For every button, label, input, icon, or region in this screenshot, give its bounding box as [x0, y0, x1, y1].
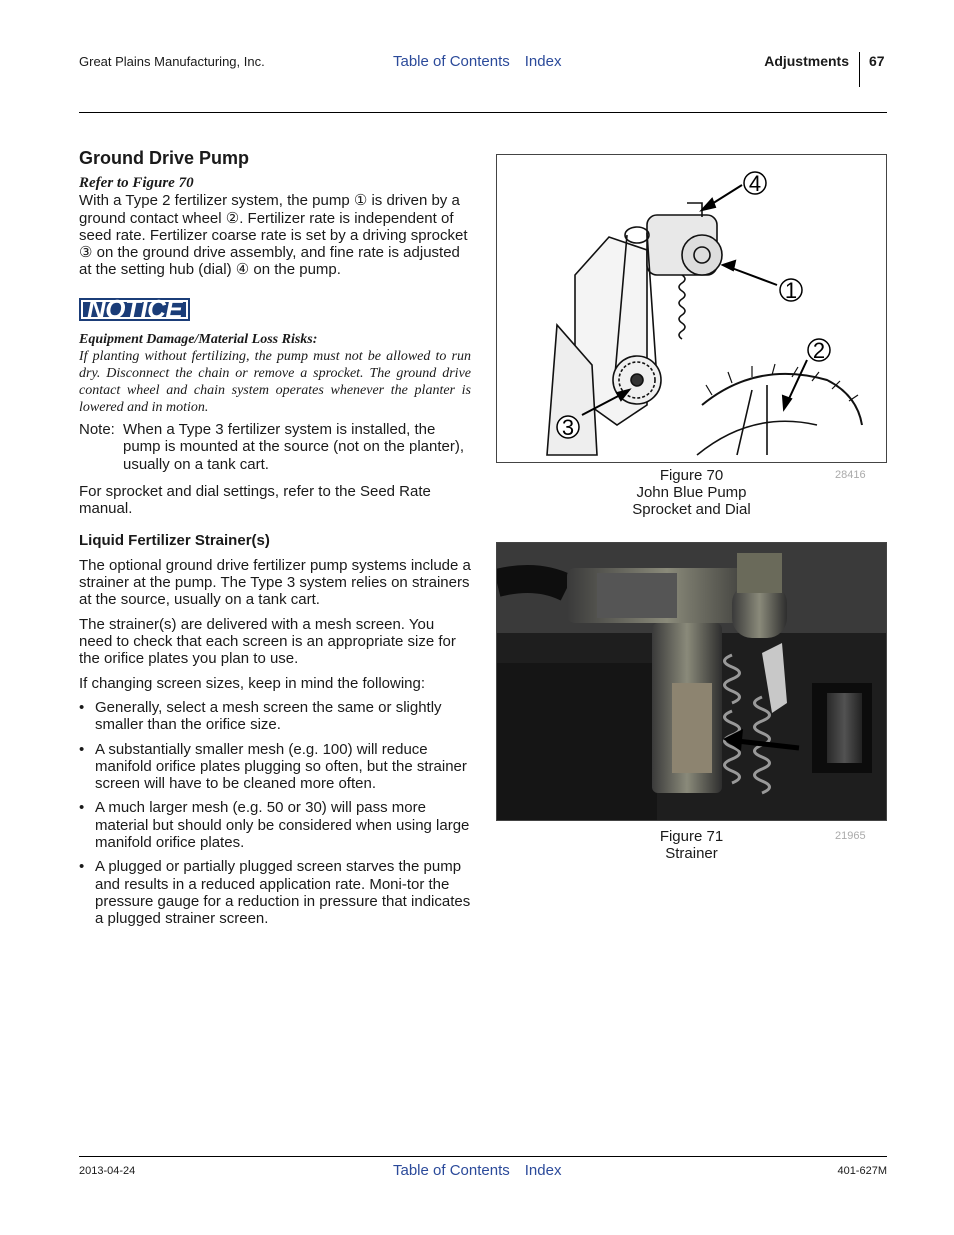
list-item: • A plugged or partially plugged screen starves the pump and results in a reduced application rate. Moni-tor the pressure gauge for a reduction in pressure that indicates a plugged strainer screen. [79, 858, 471, 927]
note-block [79, 421, 471, 473]
notice-badge: NOTICE [79, 298, 190, 321]
footer-rule [79, 1156, 887, 1157]
callout-4: 4 [748, 171, 762, 196]
callout-3: 3 [561, 415, 575, 440]
footer-links [393, 1162, 576, 1179]
figure-71-image [496, 542, 887, 821]
header-section-title: Adjustments [764, 53, 849, 69]
footer-date: 2013-04-24 [79, 1165, 136, 1177]
figure-70-id: 28416 [835, 469, 866, 481]
screen-size-list [79, 699, 471, 928]
caption-line: John Blue Pump [636, 484, 747, 501]
pump-line-drawing [497, 155, 887, 463]
header-index-link[interactable]: Index [524, 53, 562, 70]
header-links [393, 53, 576, 70]
sprocket-paragraph: For sprocket and dial settings, refer to the Seed Rate manual. [79, 482, 431, 518]
figure-70-caption [496, 467, 887, 518]
callout-2: 2 [812, 338, 826, 363]
header-company: Great Plains Manufacturing, Inc. [79, 54, 265, 69]
figure-reference: Refer to Figure 70 [79, 175, 194, 192]
main-text-column [79, 150, 471, 935]
figure-71-id: 21965 [835, 830, 866, 842]
footer-toc-link[interactable]: Table of Contents [393, 1162, 510, 1179]
list-item: • Generally, select a mesh screen the same or slightly smaller than the orifice size. [79, 699, 471, 734]
notice-text: If planting without fertilizing, the pump must not be allowed to run dry. Disconnect the chain or remove a sprocket. The ground drive contact wheel and chain system operates whenever the planter is lowered and in motion. [79, 349, 471, 416]
strainer-paragraph-1: The optional ground drive fertilizer pump systems include a strainer at the pump. The Type 3 system relies on strainers at the source, usually on a tank cart. [79, 556, 471, 609]
header-rule [79, 112, 887, 113]
caption-line: Strainer [665, 845, 718, 862]
caption-line: Sprocket and Dial [632, 501, 751, 518]
figure-71-caption [496, 828, 887, 862]
header-toc-link[interactable]: Table of Contents [393, 53, 510, 70]
intro-paragraph: With a Type 2 fertilizer system, the pump ① is driven by a ground contact wheel ②. Fertilizer rate is independent of seed rate. Fertilizer coarse rate is set by a driving sprocket ③ on the ground drive assembly, and fine rate is adjusted at the setting hub (dial) ④ on the pump. [79, 192, 468, 279]
strainer-paragraph-2: The strainer(s) are delivered with a mesh screen. You need to check that each screen is an appropriate size for the orifice plates you plan to use. [79, 615, 456, 668]
strainer-heading: Liquid Fertilizer Strainer(s) [79, 531, 270, 549]
figure-70-image [496, 154, 887, 463]
page-number: 67 [869, 53, 885, 69]
caption-line: Figure 70 [659, 467, 724, 484]
strainer-paragraph-3: If changing screen sizes, keep in mind the following: [79, 674, 426, 692]
note-text: When a Type 3 fertilizer system is installed, the pump is mounted at the source (not on the planter), usually on a tank cart. [123, 421, 465, 473]
footer-index-link[interactable]: Index [524, 1162, 562, 1179]
notice-title: Equipment Damage/Material Loss Risks: [79, 332, 318, 348]
footer-doc-number: 401-627M [837, 1165, 887, 1177]
header-divider [859, 52, 860, 87]
list-item: • A substantially smaller mesh (e.g. 100) will reduce manifold orifice plates plugging so often, but the strainer screen will have to be cleaned more often. [79, 741, 471, 793]
section-heading: Ground Drive Pump [79, 148, 250, 168]
note-label: Note: [79, 421, 115, 439]
strainer-photo [497, 543, 887, 821]
callout-1: 1 [784, 278, 798, 303]
list-item: • A much larger mesh (e.g. 50 or 30) will pass more material but should only be considered when using large manifold orifice plates. [79, 799, 471, 851]
caption-line: Figure 71 [659, 828, 724, 845]
